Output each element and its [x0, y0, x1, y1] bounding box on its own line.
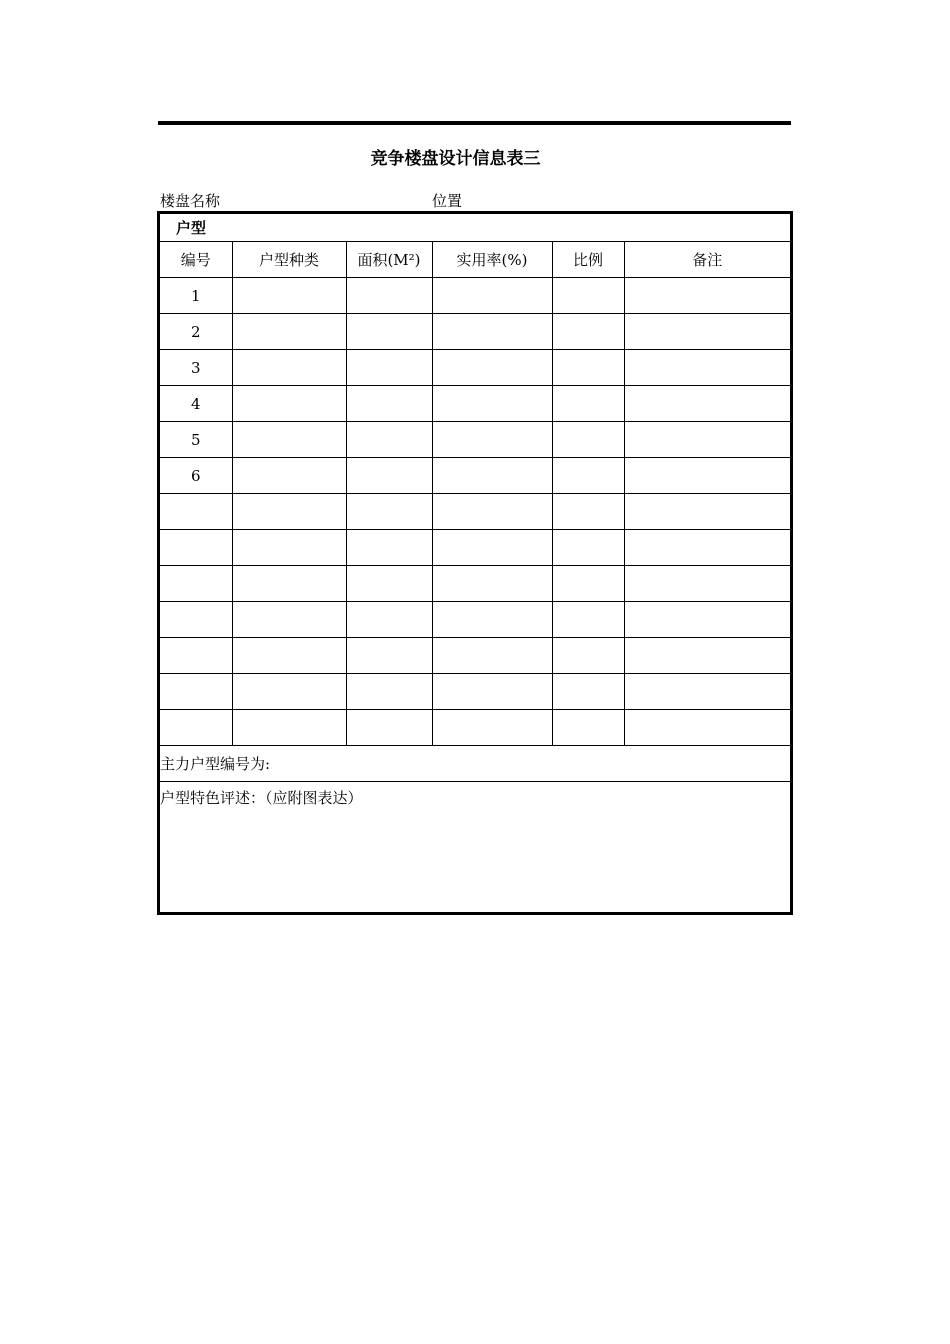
table-cell — [432, 494, 552, 530]
table-cell — [432, 350, 552, 386]
table-cell — [624, 314, 790, 350]
table-row — [160, 386, 790, 422]
table-cell — [552, 350, 624, 386]
table-row — [160, 602, 790, 638]
table-cell — [432, 278, 552, 314]
table-cell — [232, 314, 346, 350]
table-row — [160, 314, 790, 350]
col-header-number: 编号 — [160, 242, 232, 278]
row-number-cell — [160, 674, 232, 710]
table-row — [160, 350, 790, 386]
table-cell — [552, 422, 624, 458]
table-cell — [432, 638, 552, 674]
table-cell — [624, 566, 790, 602]
table-cell — [432, 674, 552, 710]
table-cell — [232, 494, 346, 530]
table-cell — [346, 530, 432, 566]
unit-type-table — [160, 214, 790, 914]
table-cell — [232, 422, 346, 458]
table-cell — [232, 458, 346, 494]
table-row — [160, 638, 790, 674]
table-cell — [346, 350, 432, 386]
table-cell — [432, 314, 552, 350]
table-cell — [552, 386, 624, 422]
table-cell — [432, 422, 552, 458]
table-cell — [432, 458, 552, 494]
col-header-usable-ratio: 实用率(%) — [432, 242, 552, 278]
property-name-label: 楼盘名称 — [160, 192, 221, 210]
table-cell — [624, 638, 790, 674]
main-unit-type-label: 主力户型编号为: — [160, 746, 790, 782]
table-cell — [232, 710, 346, 746]
table-cell — [624, 386, 790, 422]
col-header-remarks: 备注 — [624, 242, 790, 278]
table-cell — [624, 710, 790, 746]
table-cell — [624, 674, 790, 710]
table-cell — [552, 530, 624, 566]
table-cell — [552, 566, 624, 602]
table-cell — [432, 386, 552, 422]
col-header-area: 面积(M²) — [346, 242, 432, 278]
table-row — [160, 422, 790, 458]
table-cell — [552, 458, 624, 494]
table-cell — [552, 674, 624, 710]
table-row — [160, 674, 790, 710]
table-cell — [346, 314, 432, 350]
table-row — [160, 566, 790, 602]
table-cell — [624, 602, 790, 638]
info-sheet — [157, 211, 793, 915]
top-rule — [158, 121, 791, 125]
row-number-cell: 6 — [160, 458, 232, 494]
row-number-cell — [160, 710, 232, 746]
table-cell — [624, 278, 790, 314]
table-cell — [624, 458, 790, 494]
table-cell — [432, 566, 552, 602]
table-cell — [346, 710, 432, 746]
feature-comment-label: 户型特色评述：（应附图表达） — [160, 782, 790, 915]
table-cell — [346, 638, 432, 674]
table-cell — [624, 350, 790, 386]
table-cell — [232, 530, 346, 566]
table-row — [160, 494, 790, 530]
table-cell — [232, 638, 346, 674]
row-number-cell — [160, 566, 232, 602]
table-cell — [346, 278, 432, 314]
col-header-proportion: 比例 — [552, 242, 624, 278]
table-cell — [552, 494, 624, 530]
table-row — [160, 530, 790, 566]
row-number-cell: 1 — [160, 278, 232, 314]
table-cell — [552, 314, 624, 350]
row-number-cell: 4 — [160, 386, 232, 422]
row-number-cell: 2 — [160, 314, 232, 350]
table-row — [160, 458, 790, 494]
location-label: 位置 — [432, 192, 463, 210]
table-cell — [232, 602, 346, 638]
table-cell — [346, 674, 432, 710]
table-cell — [346, 494, 432, 530]
table-cell — [346, 566, 432, 602]
table-cell — [552, 278, 624, 314]
table-cell — [346, 602, 432, 638]
table-cell — [552, 638, 624, 674]
table-cell — [346, 386, 432, 422]
table-cell — [624, 422, 790, 458]
page-title: 竞争楼盘设计信息表三 — [370, 149, 541, 169]
row-number-cell: 5 — [160, 422, 232, 458]
table-cell — [432, 710, 552, 746]
table-cell — [346, 422, 432, 458]
table-cell — [432, 530, 552, 566]
section-heading: 户型 — [160, 214, 790, 242]
table-cell — [232, 278, 346, 314]
row-number-cell: 3 — [160, 350, 232, 386]
table-cell — [232, 350, 346, 386]
row-number-cell — [160, 530, 232, 566]
col-header-unit-type: 户型种类 — [232, 242, 346, 278]
table-cell — [346, 458, 432, 494]
table-row — [160, 278, 790, 314]
table-cell — [232, 566, 346, 602]
row-number-cell — [160, 494, 232, 530]
table-cell — [432, 602, 552, 638]
table-cell — [552, 602, 624, 638]
header-row — [160, 242, 790, 278]
row-number-cell — [160, 602, 232, 638]
table-cell — [552, 710, 624, 746]
table-cell — [232, 386, 346, 422]
table-cell — [624, 494, 790, 530]
table-row — [160, 710, 790, 746]
row-number-cell — [160, 638, 232, 674]
table-cell — [232, 674, 346, 710]
table-body — [160, 214, 790, 914]
table-cell — [624, 530, 790, 566]
